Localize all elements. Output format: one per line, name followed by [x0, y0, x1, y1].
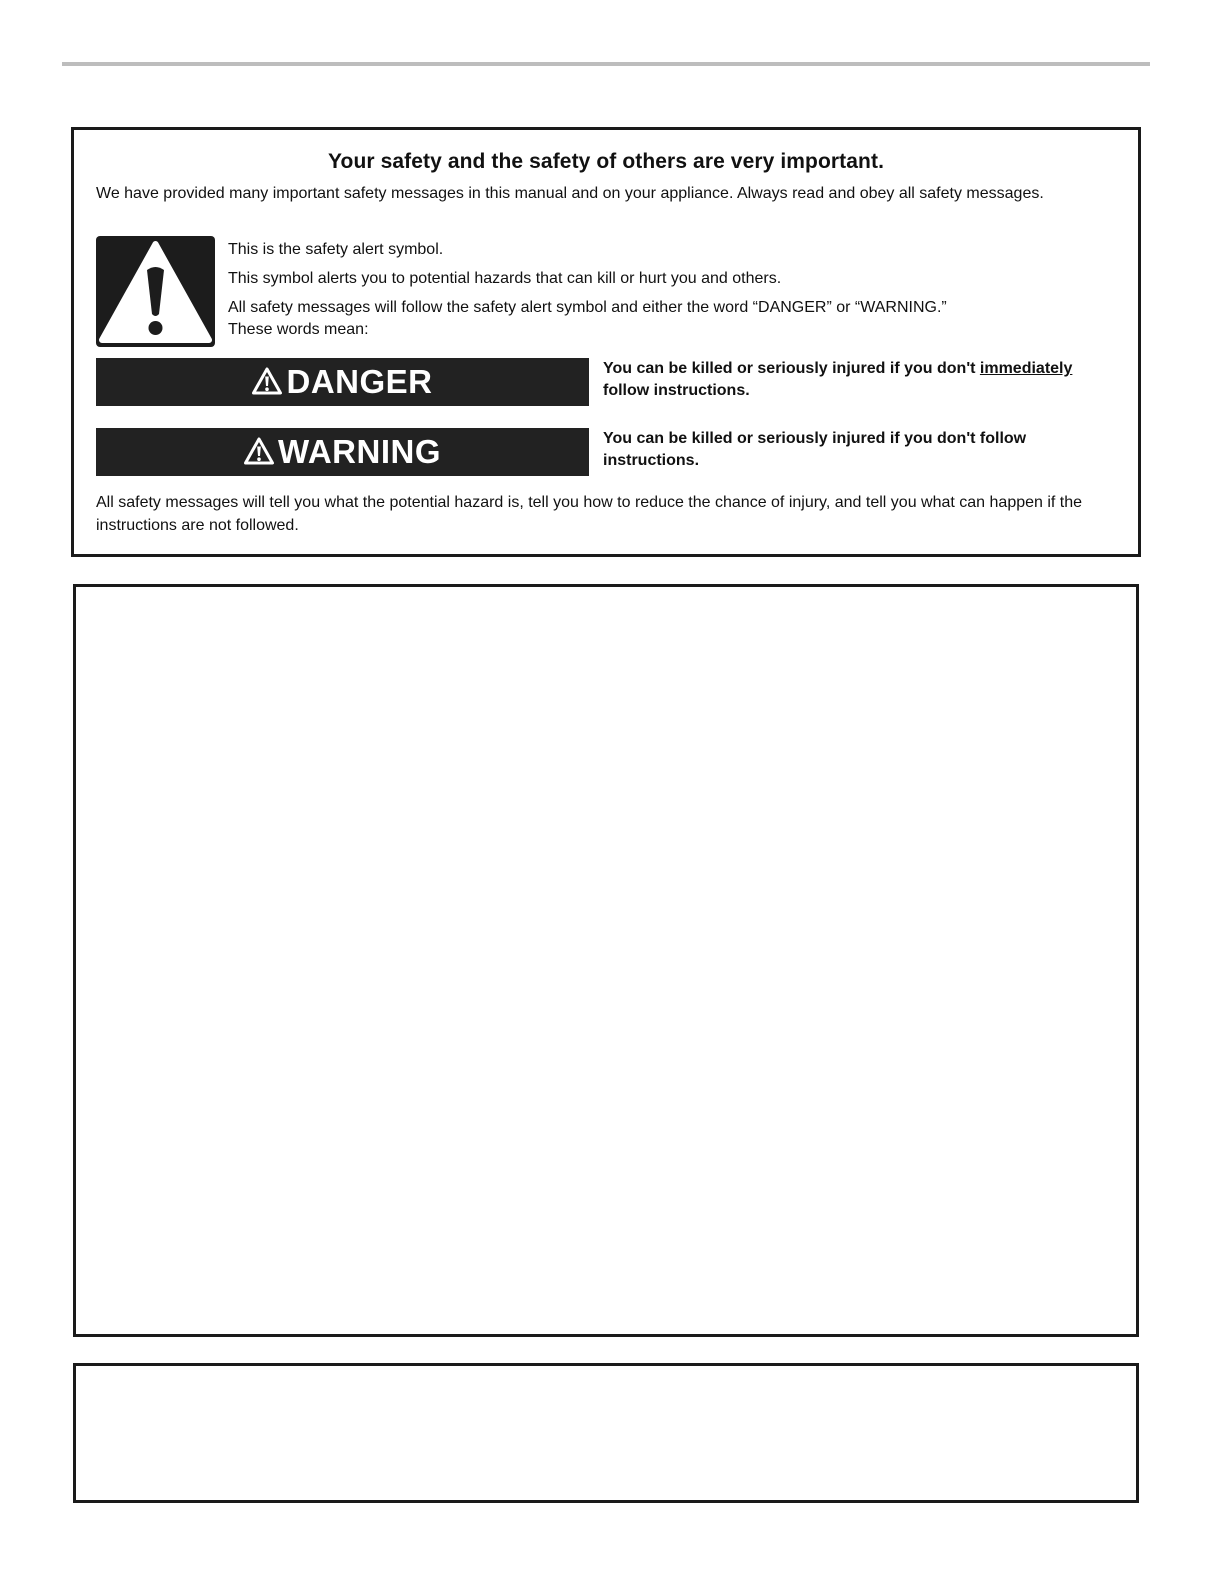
safety-closing: All safety messages will tell you what the potential hazard is, tell you how to reduce the chance of injury, and tell you what can happen if the instructions are not followed.	[96, 494, 1083, 534]
danger-signal-bar	[96, 358, 589, 406]
symbol-explanation	[228, 240, 1108, 349]
symbol-line: These words mean:	[228, 321, 369, 338]
symbol-line: All safety messages will follow the safety alert symbol and either the word “DANGER” or “WARNING.”	[228, 299, 947, 316]
top-rule	[62, 62, 1150, 66]
safety-heading: Your safety and the safety of others are very important.	[327, 150, 885, 173]
danger-description	[603, 358, 1123, 402]
warning-description: You can be killed or seriously injured if you don't follow instructions.	[603, 430, 1027, 469]
safety-alert-icon	[96, 236, 215, 347]
danger-label: DANGER	[286, 363, 433, 400]
safety-info-box	[71, 127, 1141, 557]
alert-triangle-icon	[244, 437, 274, 465]
symbol-line: This symbol alerts you to potential hazards that can kill or hurt you and others.	[228, 270, 782, 287]
alert-triangle-icon	[252, 367, 282, 395]
empty-footer-box	[73, 1363, 1139, 1503]
warning-signal-bar	[96, 428, 589, 476]
warning-label: WARNING	[278, 433, 441, 470]
empty-content-box	[73, 584, 1139, 1337]
danger-text-emphasis: immediately	[979, 360, 1073, 377]
safety-intro: We have provided many important safety messages in this manual and on your appliance. Always read and obey all safety messages.	[96, 185, 1044, 202]
danger-text-start: You can be killed or seriously injured if you don't	[603, 360, 980, 377]
symbol-line: This is the safety alert symbol.	[228, 241, 444, 258]
danger-text-end: follow instructions.	[603, 382, 750, 399]
